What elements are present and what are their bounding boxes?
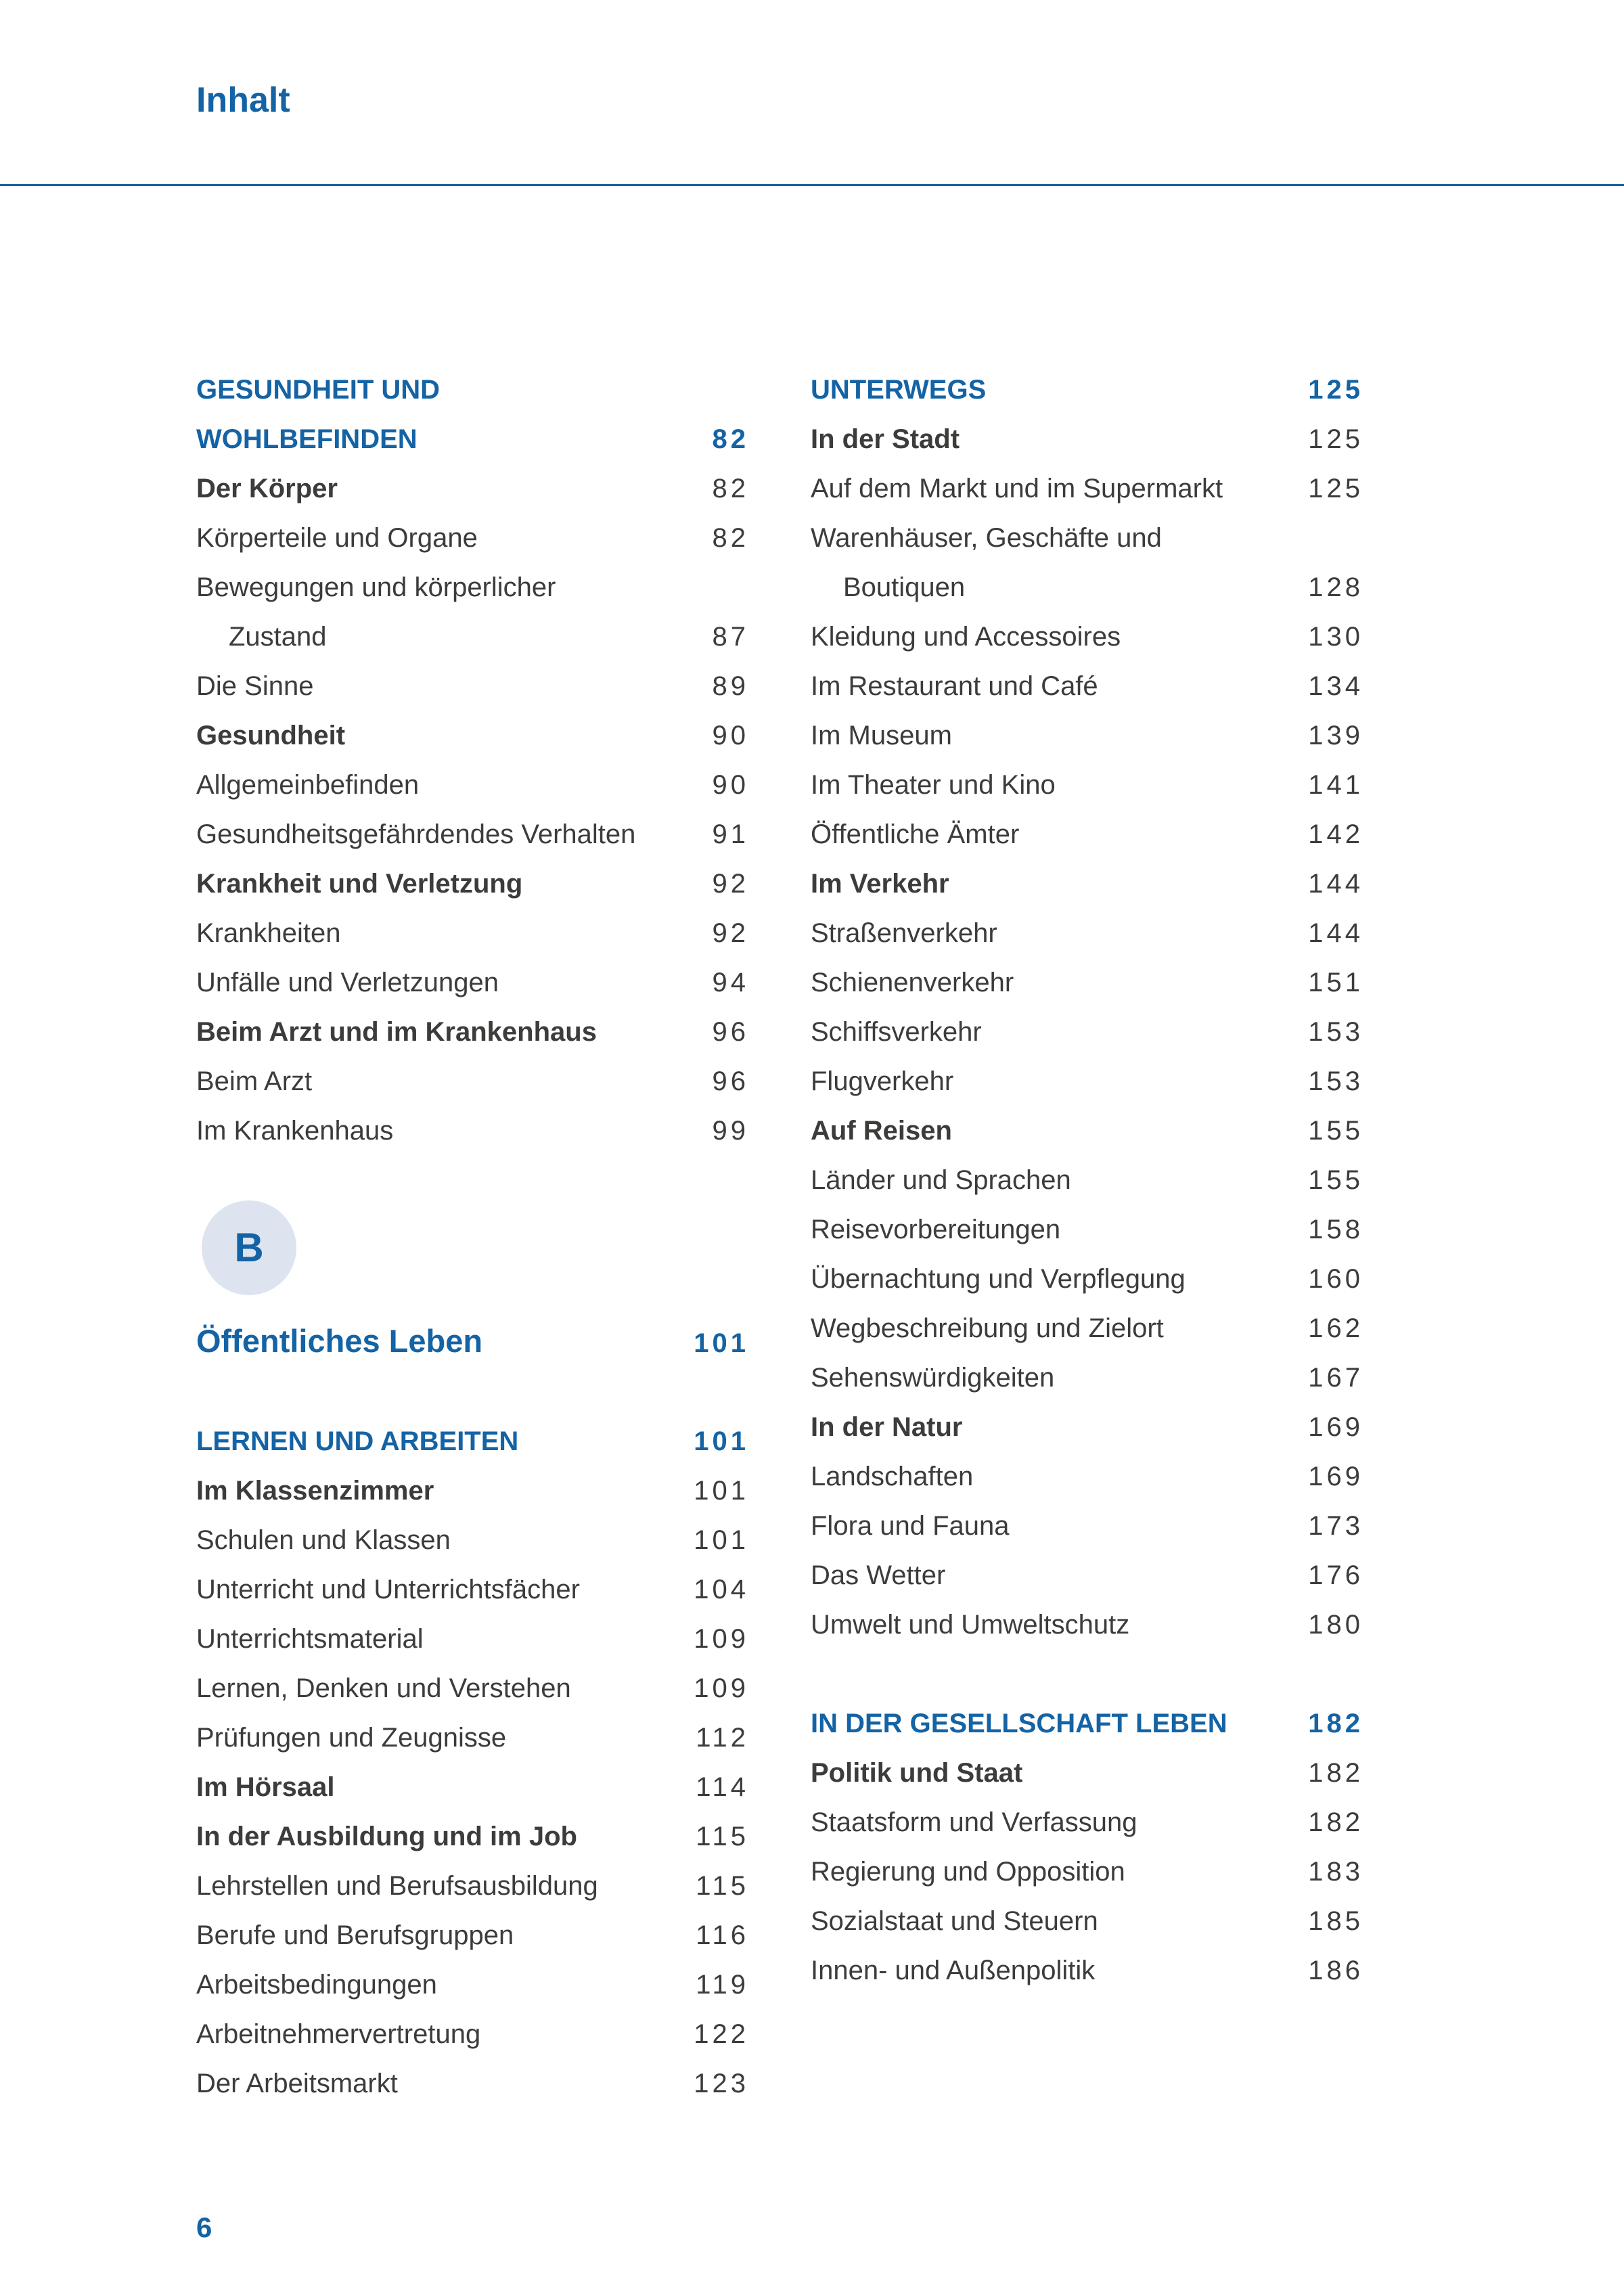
toc-entry xyxy=(811,1156,1363,1205)
toc-entry-label: LERNEN UND ARBEITEN xyxy=(196,1426,519,1456)
toc-entry-page: 182 xyxy=(1308,1807,1363,1837)
toc-entry-page: 119 xyxy=(696,1970,749,2000)
toc-entry-page: 153 xyxy=(1308,1066,1363,1096)
toc-entry xyxy=(811,514,1360,563)
toc-entry xyxy=(811,1551,1363,1600)
toc-entry-page: 123 xyxy=(694,2069,749,2098)
toc-entry-label: Straßenverkehr xyxy=(811,918,997,948)
toc-entry-label: Im Restaurant und Café xyxy=(811,671,1098,701)
toc-entry xyxy=(196,365,746,415)
toc-entry-page: 180 xyxy=(1308,1610,1363,1640)
toc-entry-label: Flugverkehr xyxy=(811,1066,954,1096)
toc-entry-label: Arbeitsbedingungen xyxy=(196,1970,437,2000)
toc-entry xyxy=(196,464,749,514)
toc-entry-page: 87 xyxy=(712,622,749,652)
toc-entry-page: 134 xyxy=(1308,671,1363,701)
toc-entry-page: 82 xyxy=(712,474,749,503)
toc-entry-page: 92 xyxy=(712,918,749,948)
toc-entry-label: Boutiquen xyxy=(843,572,966,602)
toc-entry-page: 153 xyxy=(1308,1017,1363,1047)
toc-entry-page: 122 xyxy=(694,2019,749,2049)
toc-entry xyxy=(196,415,749,464)
toc-entry-label: Körperteile und Organe xyxy=(196,523,478,553)
toc-entry-label: Auf Reisen xyxy=(811,1116,952,1146)
toc-entry-page: 158 xyxy=(1308,1215,1363,1244)
toc-entry xyxy=(811,1205,1363,1255)
toc-entry-label: UNTERWEGS xyxy=(811,375,987,405)
toc-entry-label: In der Ausbildung und im Job xyxy=(196,1822,577,1851)
toc-entry xyxy=(811,1452,1363,1502)
toc-entry-label: Die Sinne xyxy=(196,671,314,701)
toc-entry-page: 176 xyxy=(1308,1560,1363,1590)
toc-entry-page: 116 xyxy=(696,1920,749,1950)
toc-entry xyxy=(811,1057,1363,1106)
toc-entry-page: 155 xyxy=(1308,1116,1363,1146)
toc-entry-page: 112 xyxy=(696,1723,749,1753)
toc-entry-page: 92 xyxy=(712,869,749,899)
toc-entry-page: 128 xyxy=(1308,572,1363,602)
toc-entry-label: In der Natur xyxy=(811,1412,963,1442)
toc-entry-page: 89 xyxy=(712,671,749,701)
section-letter-circle: B xyxy=(202,1200,296,1295)
toc-entry xyxy=(811,563,1363,612)
toc-entry-page: 125 xyxy=(1308,375,1363,405)
toc-entry-label: Schienenverkehr xyxy=(811,968,1014,997)
toc-entry xyxy=(196,810,749,859)
toc-entry-label: GESUNDHEIT UND xyxy=(196,375,441,405)
toc-entry xyxy=(811,1897,1363,1946)
toc-entry-page: 182 xyxy=(1308,1758,1363,1788)
toc-entry-label: Im Klassenzimmer xyxy=(196,1476,434,1506)
toc-entry-page: 182 xyxy=(1308,1709,1363,1738)
toc-entry-label: Flora und Fauna xyxy=(811,1511,1010,1541)
toc-entry-label: In der Stadt xyxy=(811,424,960,454)
toc-entry-label: Politik und Staat xyxy=(811,1758,1023,1788)
toc-entry-label: Warenhäuser, Geschäfte und xyxy=(811,523,1162,553)
toc-entry-label: Auf dem Markt und im Supermarkt xyxy=(811,474,1223,503)
toc-entry-page: 101 xyxy=(694,1426,749,1456)
toc-spacer xyxy=(811,1650,1360,1699)
toc-entry-label: Sozialstaat und Steuern xyxy=(811,1906,1098,1936)
toc-entry xyxy=(196,1664,749,1713)
toc-entry-page: 82 xyxy=(712,523,749,553)
toc-entry-label: Der Arbeitsmarkt xyxy=(196,2069,398,2098)
toc-entry xyxy=(811,1798,1363,1847)
toc-entry xyxy=(811,415,1363,464)
toc-entry-label: Gesundheitsgefährdendes Verhalten xyxy=(196,819,636,849)
toc-entry xyxy=(811,662,1363,711)
toc-entry xyxy=(196,662,749,711)
toc-entry-page: 167 xyxy=(1308,1363,1363,1393)
toc-entry xyxy=(811,1255,1363,1304)
toc-entry-label: IN DER GESELLSCHAFT LEBEN xyxy=(811,1709,1227,1738)
toc-entry-page: 115 xyxy=(696,1822,749,1851)
toc-entry-label: Im Krankenhaus xyxy=(196,1116,394,1146)
toc-column-right xyxy=(811,365,1363,2109)
toc-entry xyxy=(811,1847,1363,1897)
toc-entry xyxy=(811,1304,1363,1353)
toc-entry-label: Öffentliches Leben xyxy=(196,1323,483,1359)
toc-entry-label: Länder und Sprachen xyxy=(811,1165,1071,1195)
toc-entry-label: Lehrstellen und Berufsausbildung xyxy=(196,1871,598,1901)
toc-entry-page: 169 xyxy=(1308,1412,1363,1442)
toc-entry xyxy=(811,1699,1363,1749)
toc-entry xyxy=(196,1417,749,1466)
toc-entry xyxy=(196,563,746,612)
toc-entry-label: Im Museum xyxy=(811,721,952,750)
toc-entry-page: 82 xyxy=(712,424,749,454)
toc-entry xyxy=(196,1812,749,1862)
toc-entry-label: Landschaften xyxy=(811,1462,974,1491)
toc-entry-label: Staatsform und Verfassung xyxy=(811,1807,1137,1837)
toc-entry-page: 99 xyxy=(712,1116,749,1146)
toc-entry xyxy=(196,612,749,662)
toc-entry xyxy=(196,859,749,909)
toc-entry-page: 109 xyxy=(694,1624,749,1654)
toc-entry-page: 101 xyxy=(694,1328,749,1358)
toc-entry xyxy=(196,711,749,761)
toc-entry-page: 114 xyxy=(696,1772,749,1802)
section-letter-badge xyxy=(196,1156,746,1315)
toc-entry xyxy=(811,1749,1363,1798)
toc-entry xyxy=(811,464,1363,514)
toc-entry-page: 162 xyxy=(1308,1313,1363,1343)
toc-entry xyxy=(196,1960,749,2010)
toc-entry xyxy=(811,1353,1363,1403)
toc-entry xyxy=(196,1466,749,1516)
toc-entry-label: Unterrichtsmaterial xyxy=(196,1624,424,1654)
toc-entry xyxy=(811,365,1363,415)
toc-entry xyxy=(811,859,1363,909)
toc-entry xyxy=(196,1862,749,1911)
toc-entry-page: 104 xyxy=(694,1575,749,1604)
toc-entry-label: Schiffsverkehr xyxy=(811,1017,982,1047)
toc-entry-label: Im Theater und Kino xyxy=(811,770,1056,800)
toc-entry-page: 94 xyxy=(712,968,749,997)
toc-entry-label: Im Verkehr xyxy=(811,869,949,899)
toc-entry-page: 183 xyxy=(1308,1857,1363,1887)
toc-entry-page: 90 xyxy=(712,721,749,750)
toc-entry-page: 96 xyxy=(712,1066,749,1096)
toc-entry xyxy=(196,1516,749,1565)
toc-entry-page: 173 xyxy=(1308,1511,1363,1541)
page-title: Inhalt xyxy=(196,81,290,120)
toc-entry xyxy=(196,1008,749,1057)
toc-entry-label: Lernen, Denken und Verstehen xyxy=(196,1673,571,1703)
toc-entry-label: Bewegungen und körperlicher xyxy=(196,572,556,602)
toc-entry xyxy=(811,1008,1363,1057)
toc-entry-label: Sehenswürdigkeiten xyxy=(811,1363,1055,1393)
toc-entry-label: Beim Arzt und im Krankenhaus xyxy=(196,1017,597,1047)
toc-entry-label: Gesundheit xyxy=(196,721,346,750)
page-number: 6 xyxy=(196,2211,212,2243)
toc-entry xyxy=(811,1600,1363,1650)
toc-column-left xyxy=(196,365,749,2109)
toc-entry-label: Wegbeschreibung und Zielort xyxy=(811,1313,1164,1343)
toc-entry xyxy=(811,1502,1363,1551)
toc-spacer xyxy=(196,1368,746,1417)
toc-entry-page: 185 xyxy=(1308,1906,1363,1936)
toc-entry-page: 151 xyxy=(1308,968,1363,997)
toc-entry-page: 115 xyxy=(696,1871,749,1901)
toc-entry xyxy=(811,612,1363,662)
toc-entry-label: Reisevorbereitungen xyxy=(811,1215,1061,1244)
toc-entry-page: 186 xyxy=(1308,1956,1363,1985)
toc-entry xyxy=(196,1911,749,1960)
toc-entry-page: 90 xyxy=(712,770,749,800)
toc-entry-page: 96 xyxy=(712,1017,749,1047)
toc-entry-page: 109 xyxy=(694,1673,749,1703)
toc-entry xyxy=(196,1615,749,1664)
toc-entry xyxy=(811,810,1363,859)
toc-entry-label: Prüfungen und Zeugnisse xyxy=(196,1723,507,1753)
toc-entry-label: Das Wetter xyxy=(811,1560,946,1590)
toc-entry xyxy=(196,1713,749,1763)
toc-entry-page: 144 xyxy=(1308,869,1363,899)
toc-entry xyxy=(196,761,749,810)
toc-entry-label: Arbeitnehmervertretung xyxy=(196,2019,481,2049)
toc-entry-label: Unfälle und Verletzungen xyxy=(196,968,499,997)
toc-entry-label: Der Körper xyxy=(196,474,338,503)
toc-entry xyxy=(196,1057,749,1106)
toc-entry-page: 91 xyxy=(712,819,749,849)
toc-entry-page: 125 xyxy=(1308,474,1363,503)
toc-entry xyxy=(811,1106,1363,1156)
toc-entry-page: 144 xyxy=(1308,918,1363,948)
toc-entry-label: Regierung und Opposition xyxy=(811,1857,1125,1887)
toc-entry-label: Übernachtung und Verpflegung xyxy=(811,1264,1186,1294)
toc-entry-page: 160 xyxy=(1308,1264,1363,1294)
toc-entry-label: Innen- und Außenpolitik xyxy=(811,1956,1096,1985)
toc-entry-label: Beim Arzt xyxy=(196,1066,313,1096)
toc-entry xyxy=(196,1565,749,1615)
toc-entry xyxy=(196,1315,749,1368)
toc-entry-page: 169 xyxy=(1308,1462,1363,1491)
toc-entry xyxy=(811,958,1363,1008)
toc-entry xyxy=(811,1946,1363,1996)
toc-entry xyxy=(196,1106,749,1156)
toc-entry-page: 139 xyxy=(1308,721,1363,750)
toc-entry xyxy=(196,909,749,958)
toc-entry-label: Krankheiten xyxy=(196,918,341,948)
toc-entry-label: Öffentliche Ämter xyxy=(811,819,1020,849)
toc-entry-label: Im Hörsaal xyxy=(196,1772,335,1802)
toc-entry-label: Krankheit und Verletzung xyxy=(196,869,523,899)
toc-entry-page: 101 xyxy=(694,1525,749,1555)
toc-columns xyxy=(196,365,1363,2109)
toc-entry-page: 125 xyxy=(1308,424,1363,454)
toc-entry-label: Kleidung und Accessoires xyxy=(811,622,1121,652)
toc-entry xyxy=(196,2010,749,2059)
toc-entry-page: 142 xyxy=(1308,819,1363,849)
toc-entry-page: 130 xyxy=(1308,622,1363,652)
toc-entry-label: Umwelt und Umweltschutz xyxy=(811,1610,1130,1640)
toc-entry-page: 141 xyxy=(1308,770,1363,800)
toc-entry xyxy=(196,1763,749,1812)
toc-entry xyxy=(811,711,1363,761)
toc-entry xyxy=(196,514,749,563)
toc-entry xyxy=(811,761,1363,810)
toc-entry-label: Berufe und Berufsgruppen xyxy=(196,1920,514,1950)
toc-entry xyxy=(811,1403,1363,1452)
header-divider xyxy=(0,184,1624,186)
toc-entry-label: WOHLBEFINDEN xyxy=(196,424,418,454)
toc-entry-page: 101 xyxy=(694,1476,749,1506)
toc-entry-label: Zustand xyxy=(229,622,327,652)
toc-entry xyxy=(196,2059,749,2109)
toc-entry xyxy=(196,958,749,1008)
toc-entry-label: Unterricht und Unterrichtsfächer xyxy=(196,1575,580,1604)
toc-entry xyxy=(811,909,1363,958)
toc-entry-label: Allgemeinbefinden xyxy=(196,770,420,800)
toc-entry-page: 155 xyxy=(1308,1165,1363,1195)
toc-entry-label: Schulen und Klassen xyxy=(196,1525,451,1555)
